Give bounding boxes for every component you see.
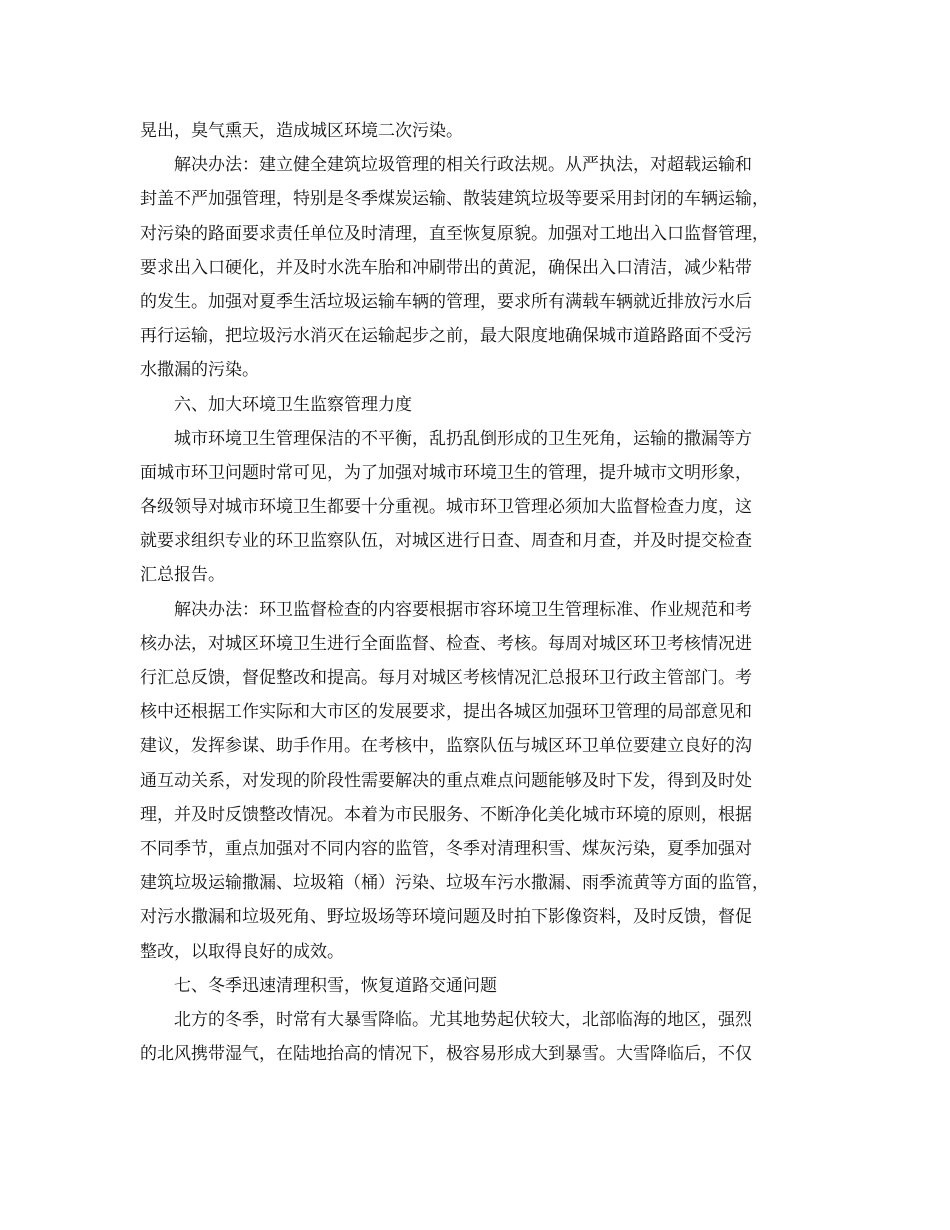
paragraph-line: 对污染的路面要求责任单位及时清理，直至恢复原貌。加强对工地出入口监督管理，	[140, 223, 769, 244]
paragraph-first-line: 解决办法：建立健全建筑垃圾管理的相关行政法规。从严执法，对超载运输和	[174, 155, 752, 176]
paragraph-line: 对污水撒漏和垃圾死角、野垃圾场等环境问题及时拍下影像资料，及时反馈，督促	[140, 907, 752, 928]
paragraph-line: 再行运输，把垃圾污水消灭在运输起步之前，最大限度地确保城市道路路面不受污	[140, 326, 752, 347]
paragraph-line: 整改，以取得良好的成效。	[140, 941, 344, 962]
paragraph-first-line: 解决办法：环卫监督检查的内容要根据市容环境卫生管理标准、作业规范和考	[174, 599, 752, 620]
paragraph-line: 封盖不严加强管理，特别是冬季煤炭运输、散装建筑垃圾等要采用封闭的车辆运输，	[140, 189, 769, 210]
paragraph-line: 汇总报告。	[140, 565, 225, 586]
paragraph-line: 理，并及时反馈整改情况。本着为市民服务、不断净化美化城市环境的原则，根据	[140, 804, 752, 825]
paragraph-line: 水撒漏的污染。	[140, 360, 259, 381]
paragraph-line: 核办法，对城区环境卫生进行全面监督、检查、考核。每周对城区环卫考核情况进	[140, 633, 752, 654]
paragraph-line: 建筑垃圾运输撒漏、垃圾箱（桶）污染、垃圾车污水撒漏、雨季流黄等方面的监管，	[140, 873, 769, 894]
paragraph-line: 核中还根据工作实际和大市区的发展要求，提出各城区加强环卫管理的局部意见和	[140, 702, 752, 723]
paragraph-line: 的发生。加强对夏季生活垃圾运输车辆的管理，要求所有满载车辆就近排放污水后	[140, 291, 752, 312]
paragraph-line: 要求出入口硬化，并及时水洗车胎和冲刷带出的黄泥，确保出入口清洁，减少粘带	[140, 257, 752, 278]
paragraph-line: 各级领导对城市环境卫生都要十分重视。城市环卫管理必须加大监督检查力度，这	[140, 497, 752, 518]
paragraph-line: 面城市环卫问题时常可见，为了加强对城市环境卫生的管理，提升城市文明形象，	[140, 462, 752, 483]
paragraph-line: 行汇总反馈，督促整改和提高。每月对城区考核情况汇总报环卫行政主管部门。考	[140, 668, 752, 688]
paragraph-line: 晃出，臭气熏天，造成城区环境二次污染。	[140, 121, 463, 141]
paragraph-first-line: 六、加大环境卫生监察管理力度	[174, 394, 412, 415]
paragraph-line: 通互动关系，对发现的阶段性需要解决的重点难点问题能够及时下发，得到及时处	[140, 770, 752, 791]
paragraph-first-line: 北方的冬季，时常有大暴雪降临。尤其地势起伏较大，北部临海的地区，强烈	[174, 1009, 752, 1030]
paragraph-first-line: 七、冬季迅速清理积雪，恢复道路交通问题	[174, 975, 497, 996]
paragraph-line: 不同季节，重点加强对不同内容的监管，冬季对清理积雪、煤灰污染，夏季加强对	[140, 838, 752, 859]
document-body	[140, 114, 820, 1071]
paragraph-line: 建议，发挥参谋、助手作用。在考核中，监察队伍与城区环卫单位要建立良好的沟	[140, 736, 752, 757]
paragraph-line: 的北风携带湿气，在陆地抬高的情况下，极容易形成大到暴雪。大雪降临后，不仅	[140, 1044, 752, 1065]
paragraph-line: 就要求组织专业的环卫监察队伍，对城区进行日查、周查和月查，并及时提交检查	[140, 531, 752, 552]
paragraph-first-line: 城市环境卫生管理保洁的不平衡，乱扔乱倒形成的卫生死角，运输的撒漏等方	[174, 428, 752, 449]
